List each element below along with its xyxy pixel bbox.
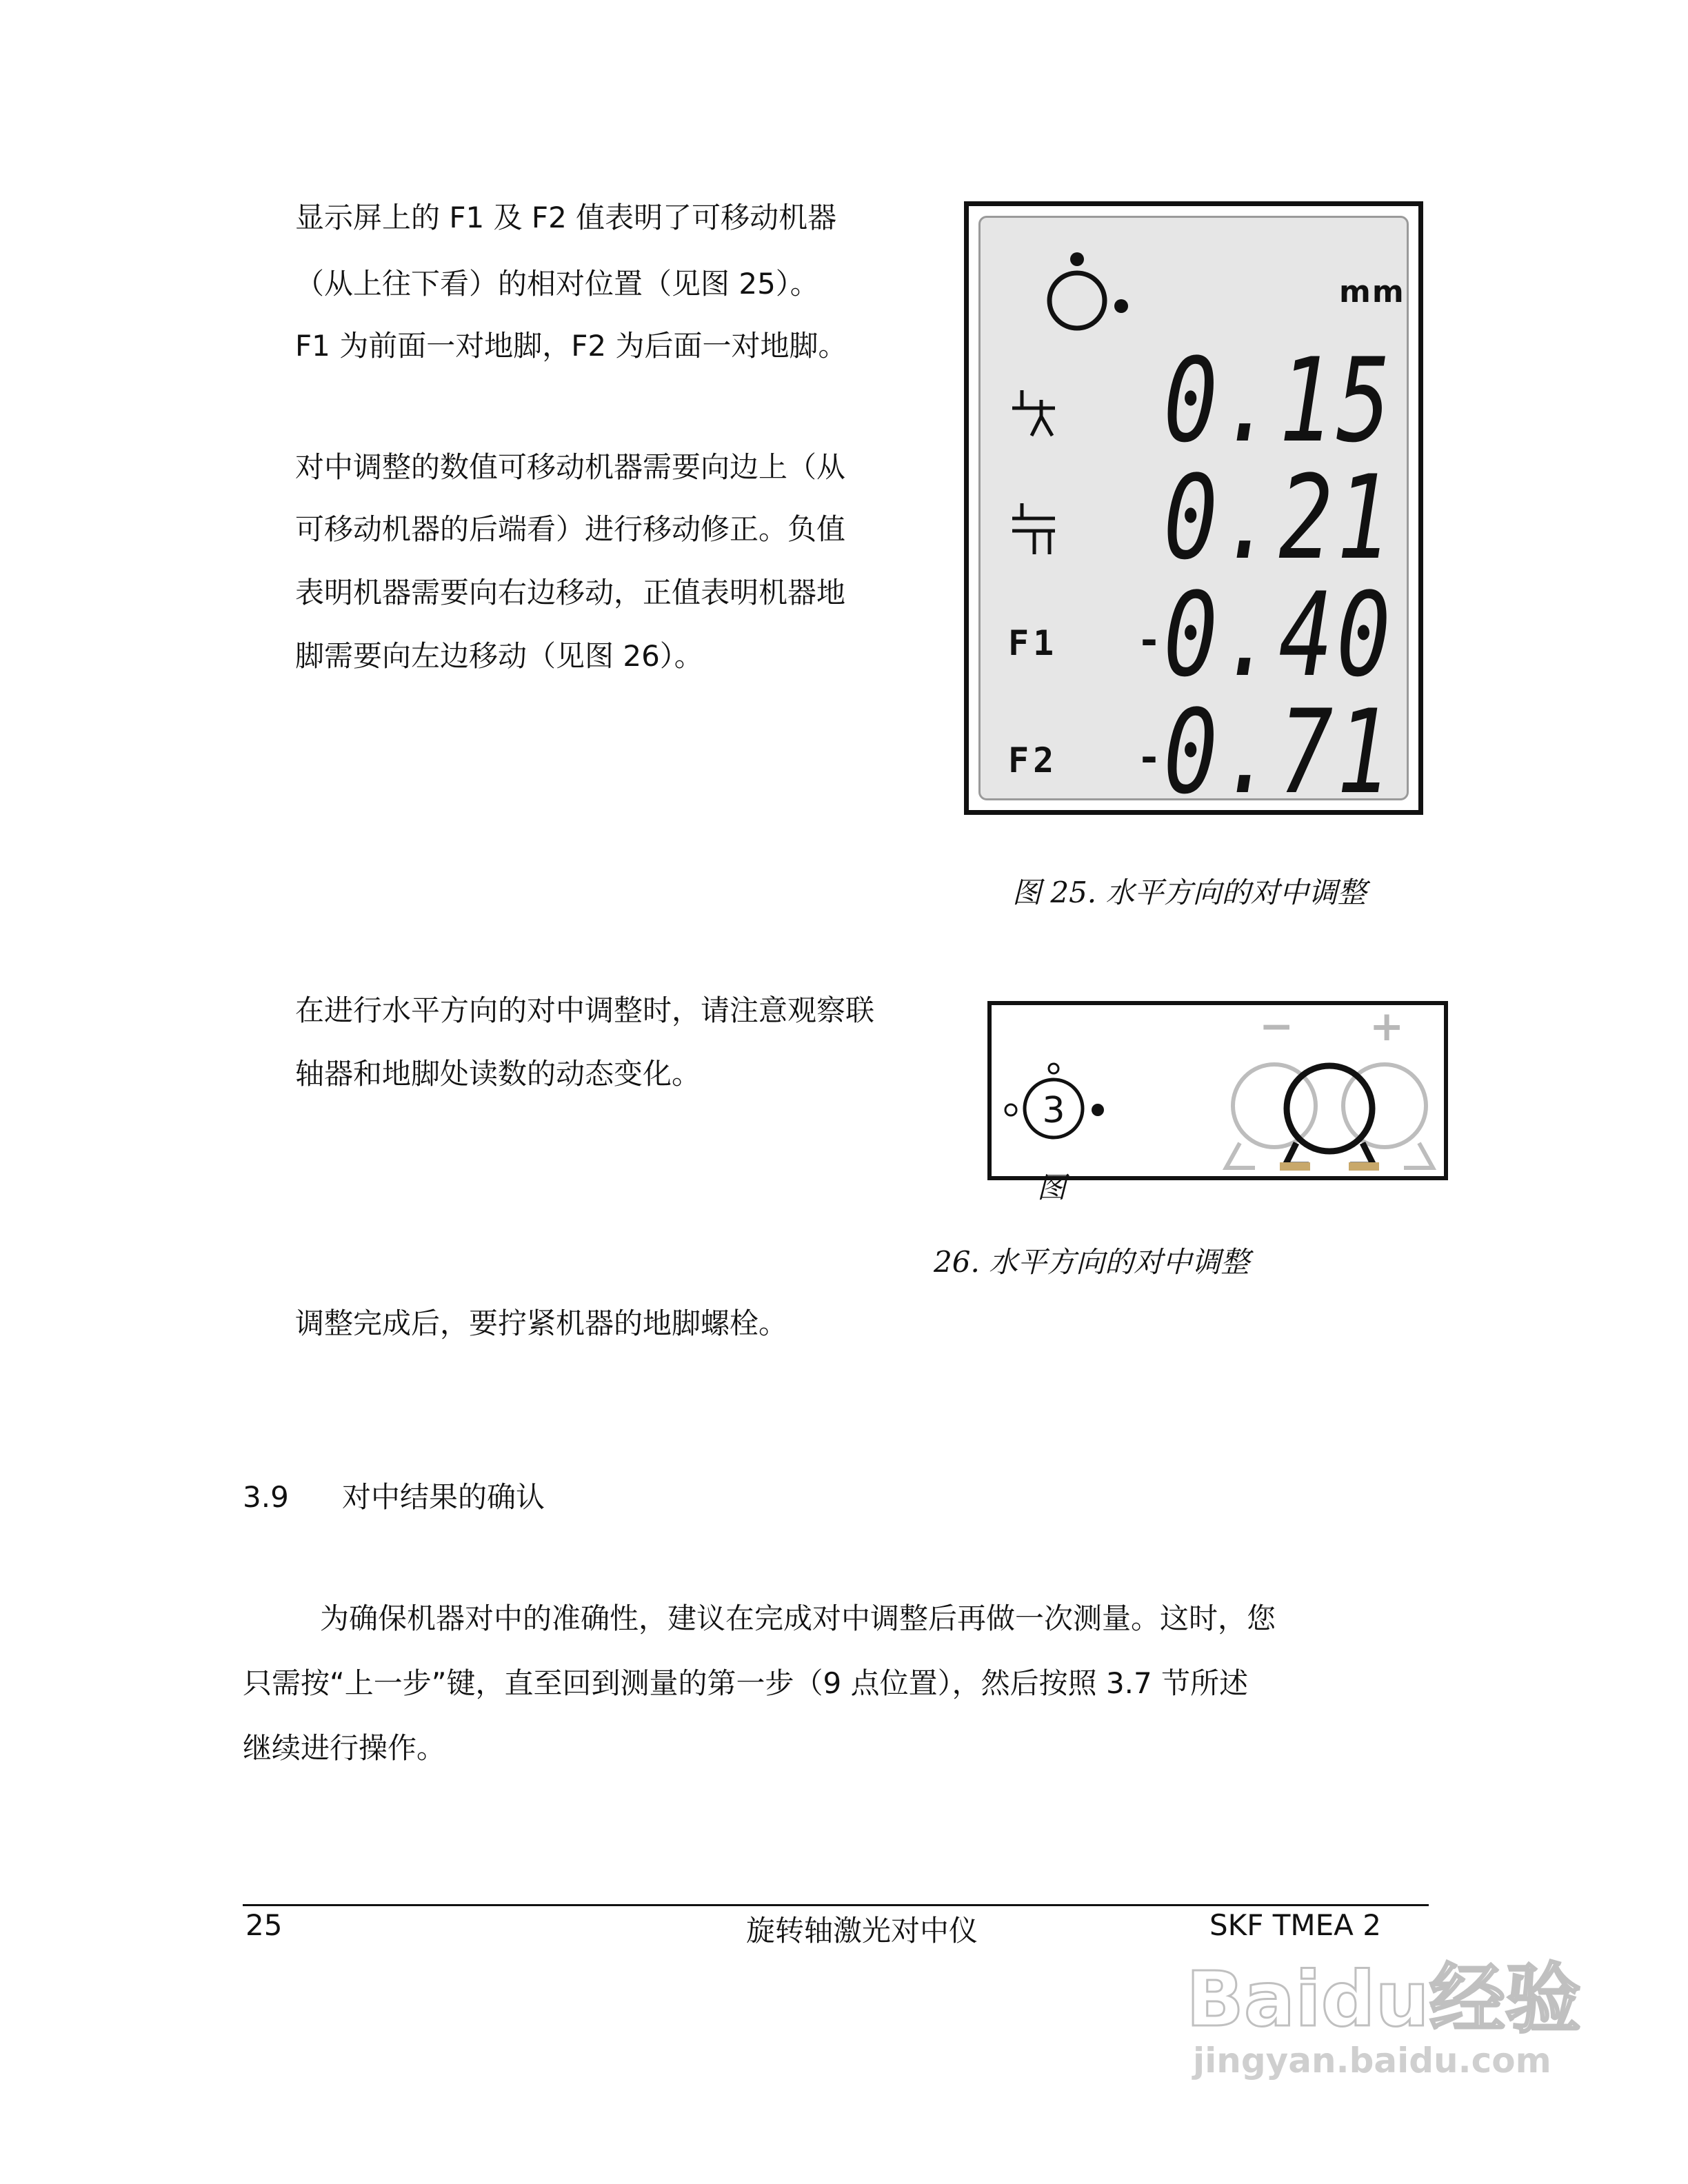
- footer-rule: [243, 1904, 1429, 1906]
- f2-label: F2: [1008, 740, 1058, 780]
- intro-line-2: （从上往下看）的相对位置（见图 25）。: [295, 267, 819, 301]
- figure-26-caption: 26. 水平方向的对中调整: [934, 1245, 1250, 1279]
- section-number: 3.9: [243, 1480, 289, 1514]
- f1-sign: -: [1141, 616, 1158, 665]
- watermark-url: jingyan.baidu.com: [1193, 2041, 1551, 2081]
- section-title: 对中结果的确认: [342, 1480, 545, 1514]
- unit-label: mm: [1339, 274, 1405, 310]
- intro-line-3: F1 为前面一对地脚，F2 为后面一对地脚。: [295, 329, 847, 363]
- confirm-line-2: 只需按“上一步”键，直至回到测量的第一步（9 点位置），然后按照 3.7 节所述: [243, 1666, 1249, 1700]
- angular-value: 0.15: [1163, 333, 1394, 468]
- confirm-line-1: 为确保机器对中的准确性，建议在完成对中调整后再做一次测量。这时，您: [320, 1601, 1276, 1635]
- adjust-line-1: 对中调整的数值可移动机器需要向边上（从: [295, 450, 846, 484]
- lcd-row-angular: [981, 333, 1407, 468]
- confirm-line-3: 继续进行操作。: [243, 1731, 446, 1765]
- adjust-line-3: 表明机器需要向右边移动，正值表明机器地: [295, 576, 846, 609]
- figure-25-caption: 图 25. 水平方向的对中调整: [1012, 876, 1367, 909]
- f2-sign: -: [1141, 734, 1158, 782]
- watermark-brand: Baidu经验: [1186, 1955, 1581, 2043]
- parallel-value: 0.21: [1163, 450, 1394, 585]
- tighten-sentence: 调整完成后，要拧紧机器的地脚螺栓。: [295, 1306, 788, 1340]
- adjust-line-4: 脚需要向左边移动（见图 26）。: [295, 639, 703, 673]
- figure-26-diagram: [987, 1001, 1448, 1180]
- lcd-row-parallel: [981, 450, 1407, 585]
- baidu-watermark: [1186, 1955, 1581, 2081]
- machine-shift-illustration: [1212, 1040, 1447, 1177]
- observe-line-1: 在进行水平方向的对中调整时，请注意观察联: [295, 993, 875, 1027]
- figure-26-caption-prefix: 图: [1037, 1171, 1067, 1204]
- position-number: 3: [1042, 1090, 1065, 1131]
- intro-line-1: 显示屏上的 F1 及 F2 值表明了可移动机器: [295, 201, 837, 234]
- lcd-row-f1: [981, 567, 1407, 702]
- lcd-screen: [978, 216, 1409, 820]
- figure-25-lcd-display: [964, 201, 1423, 820]
- footer-product: SKF TMEA 2: [1209, 1908, 1381, 1942]
- angular-offset-icon: [1007, 381, 1062, 443]
- lcd-row-f2: [981, 685, 1407, 820]
- f1-label: F1: [1008, 623, 1058, 663]
- parallel-offset-icon: [1007, 498, 1062, 560]
- observe-line-2: 轴器和地脚处读数的动态变化。: [295, 1057, 701, 1091]
- coupling-position-3-icon: [998, 1053, 1123, 1164]
- f2-value: 0.71: [1163, 685, 1394, 820]
- adjust-line-2: 可移动机器的后端看）进行移动修正。负值: [295, 512, 846, 546]
- plus-sign: +: [1369, 1002, 1405, 1051]
- minus-sign: −: [1259, 1002, 1294, 1051]
- footer-title: 旋转轴激光对中仪: [746, 1914, 978, 1948]
- footer-page-number: 25: [245, 1908, 283, 1942]
- coupling-position-icon: [1036, 239, 1132, 342]
- f1-value: 0.40: [1163, 567, 1394, 702]
